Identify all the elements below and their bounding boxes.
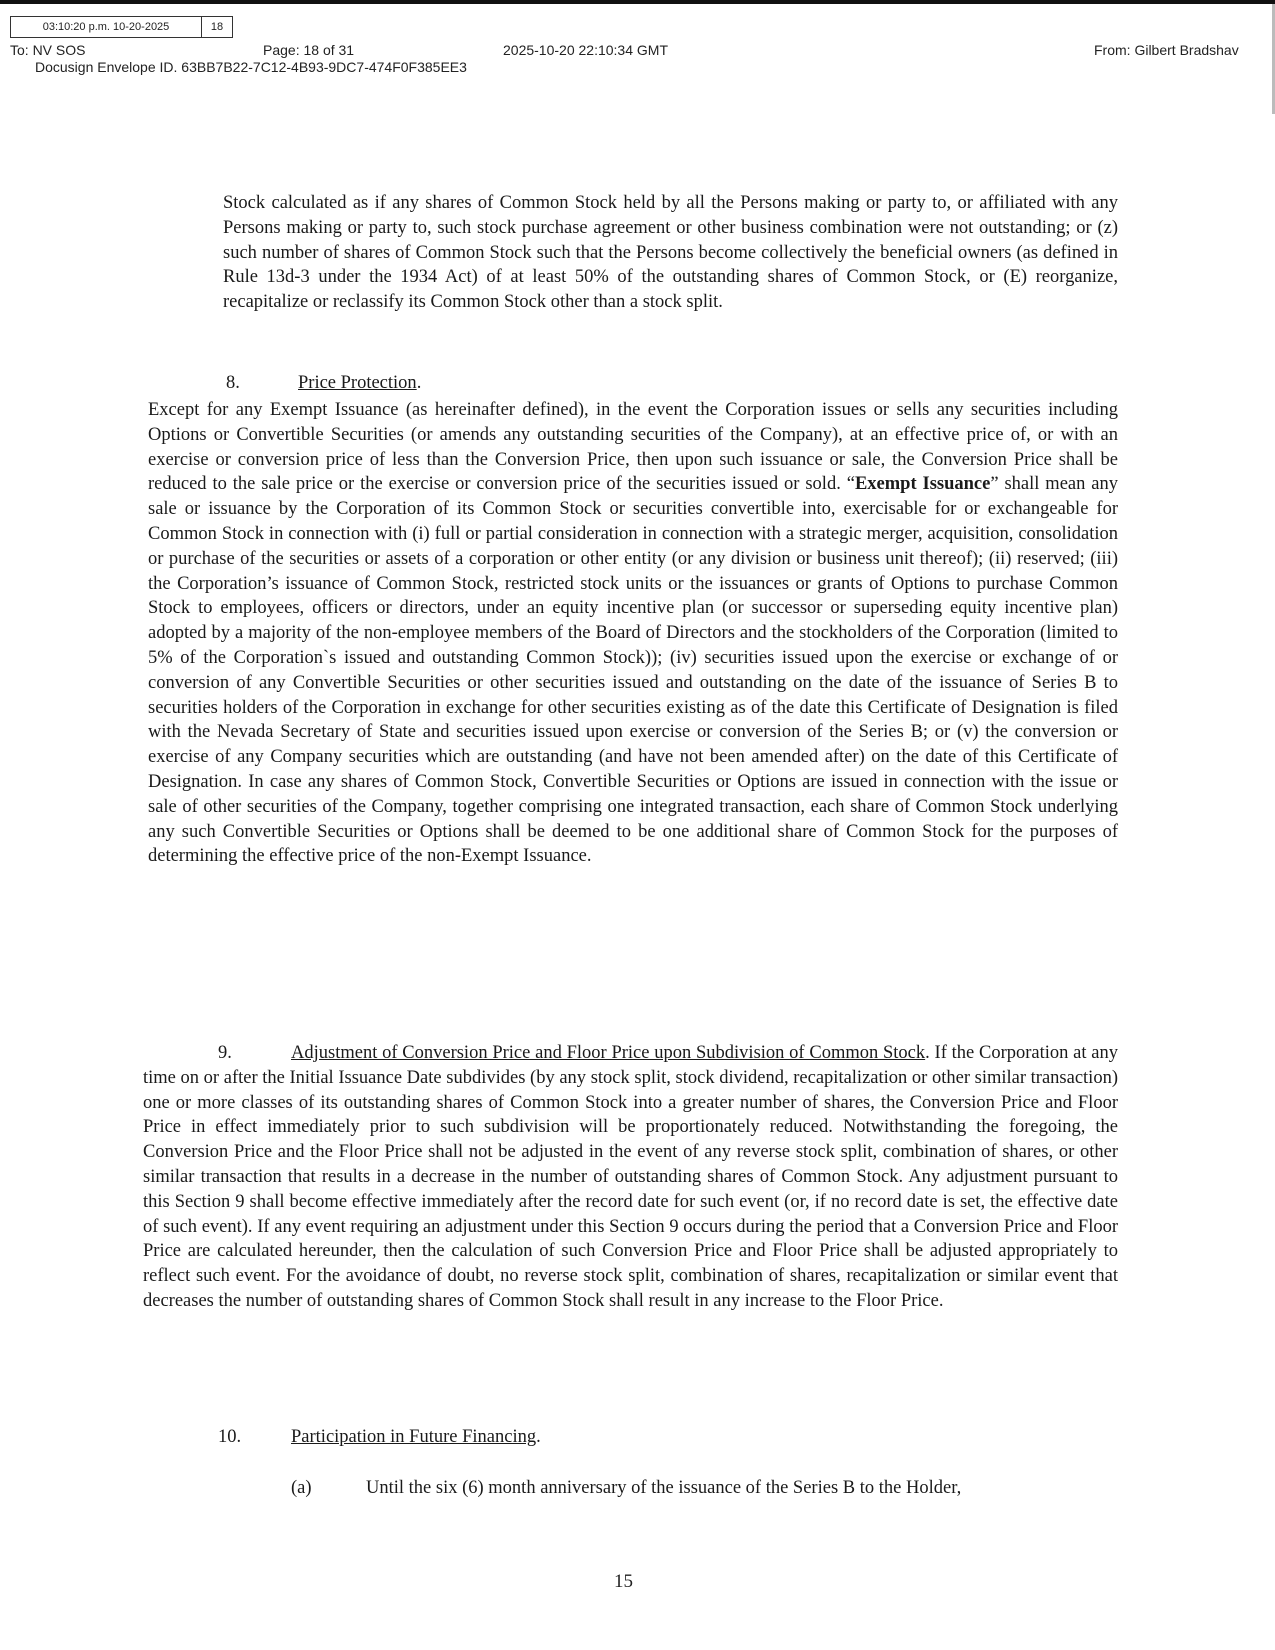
- section-8-text-1: Except for any Exempt Issuance (as hereinafter defined), in the event the Corporation issues or sells any securities including Options or Convertible Securities (or amends any outstanding securities of the Company), at an effective price of, or with an exercise or conversion price of less than the Conversion Price, then upon such issuance or sale, the Conversion Price shall be reduced to the sale price or the exercise or conversion price of the securities issued or sold. “: [148, 400, 1118, 495]
- section-8-title: Price Protection: [298, 373, 417, 393]
- fax-page: Page: 18 of 31: [263, 42, 355, 58]
- fax-stamp-box: [10, 16, 233, 38]
- fax-page-counter: 18: [210, 21, 224, 33]
- section-9-text: If the Corporation at any time on or after the Initial Issuance Date subdivides (by any stock split, stock dividend, recapitalization or other similar transaction) one or more classes of its outstanding shares of Common Stock into a greater number of shares, the Conversion Price and Floor Price in effect immediately prior to such subdivision will be proportionately reduced. Notwithstanding the foregoing, the Conversion Price and the Floor Price shall not be adjusted in the event of any reverse stock split, combination of shares, or other similar transaction that results in a decrease in the number of outstanding shares of Common Stock. Any adjustment pursuant to this Section 9 shall become effective immediately after the record date for such event (or, if no record date is set, the effective date of such event). If any event requiring an adjustment under this Section 9 occurs during the period that a Conversion Price and Floor Price are calculated hereunder, then the calculation of such Conversion Price and Floor Price shall be adjusted appropriately to reflect such event. For the avoidance of doubt, no reverse stock split, combination of shares, recapitalization or similar event that decreases the number of outstanding shares of Common Stock shall result in any increase to the Floor Price.: [143, 1043, 1118, 1311]
- section-8-title-punct: .: [416, 373, 422, 393]
- exempt-issuance-term: Exempt Issuance: [854, 474, 991, 495]
- section-8-text-2: ” shall mean any sale or issuance by the Corporation of its Common Stock or securities convertible into, exercisable for or exchangeable for Common Stock in connection with (i) full or partial consideration in connection with a strategic merger, acquisition, consolidation or purchase of the securities or assets of a corporation or other entity (or any division or business unit thereof); (ii) reserved; (iii) the Corporation’s issuance of Common Stock, restricted stock units or the issuances or grants of Options to purchase Common Stock to employees, officers or directors, under an equity incentive plan (or successor or superseding equity incentive plan) adopted by a majority of the non-employee members of the Board of Directors and the stockholders of the Corporation (limited to 5% of the Corporation`s issued and outstanding Common Stock)); (iv) securities issued upon the exercise or exchange of or conversion of any Convertible Securities or other securities issued and outstanding on the date of the issuance of Series B to securities holders of the Corporation in exchange for other securities existing as of the date this Certificate of Designation is filed with the Nevada Secretary of State and securities issued upon exercise or conversion of the Series B; or (v) the conversion or exercise of any Company securities which are outstanding (and have not been amended after) on the date of this Certificate of Designation. In case any shares of Common Stock, Convertible Securities or Options are issued in connection with the issue or sale of other securities of the Company, together comprising one integrated transaction, each share of Common Stock underlying any such Convertible Securities or Options shall be deemed to be one additional share of Common Stock for the purposes of determining the effective price of the non-Exempt Issuance.: [148, 474, 1118, 867]
- page-top-border: [0, 0, 1275, 4]
- section-10a: [291, 1478, 961, 1499]
- section-8-number: 8.: [226, 373, 240, 393]
- section-8-heading: [226, 373, 421, 394]
- section-9-title-punct: .: [925, 1043, 930, 1063]
- section-9-body: [143, 1041, 1118, 1314]
- section-10-number: 10.: [218, 1427, 242, 1447]
- section-10-title-punct: .: [536, 1427, 541, 1447]
- section-10a-label: (a): [291, 1478, 312, 1498]
- section-8-body: [148, 398, 1118, 869]
- continuation-paragraph: Stock calculated as if any shares of Common Stock held by all the Persons making or party to, or affiliated with any Persons making or party to, such stock purchase agreement or other business combination were not outstanding; or (z) such number of shares of Common Stock such that the Persons become collectively the beneficial owners (as defined in Rule 13d-3 under the 1934 Act) of at least 50% of the outstanding shares of Common Stock, or (E) reorganize, recapitalize or reclassify its Common Stock other than a stock split.: [223, 193, 1118, 313]
- fax-from: From: Gilbert Bradshav: [1094, 42, 1239, 58]
- section-10-title: Participation in Future Financing: [291, 1427, 537, 1447]
- section-10-heading: [218, 1427, 541, 1448]
- docusign-envelope-id: Docusign Envelope ID. 63BB7B22-7C12-4B93-9DC7-474F0F385EE3: [35, 59, 467, 75]
- section-9-number: 9.: [218, 1043, 232, 1063]
- fax-sent-at: 2025-10-20 22:10:34 GMT: [503, 42, 668, 58]
- fax-timestamp: 03:10:20 p.m. 10-20-2025: [11, 17, 202, 37]
- section-9-title: Adjustment of Conversion Price and Floor Price upon Subdivision of Common Stock: [291, 1043, 926, 1063]
- page-number: 15: [614, 1571, 633, 1592]
- fax-to: To: NV SOS: [10, 42, 86, 58]
- section-10a-text: Until the six (6) month anniversary of the issuance of the Series B to the Holder,: [366, 1478, 962, 1498]
